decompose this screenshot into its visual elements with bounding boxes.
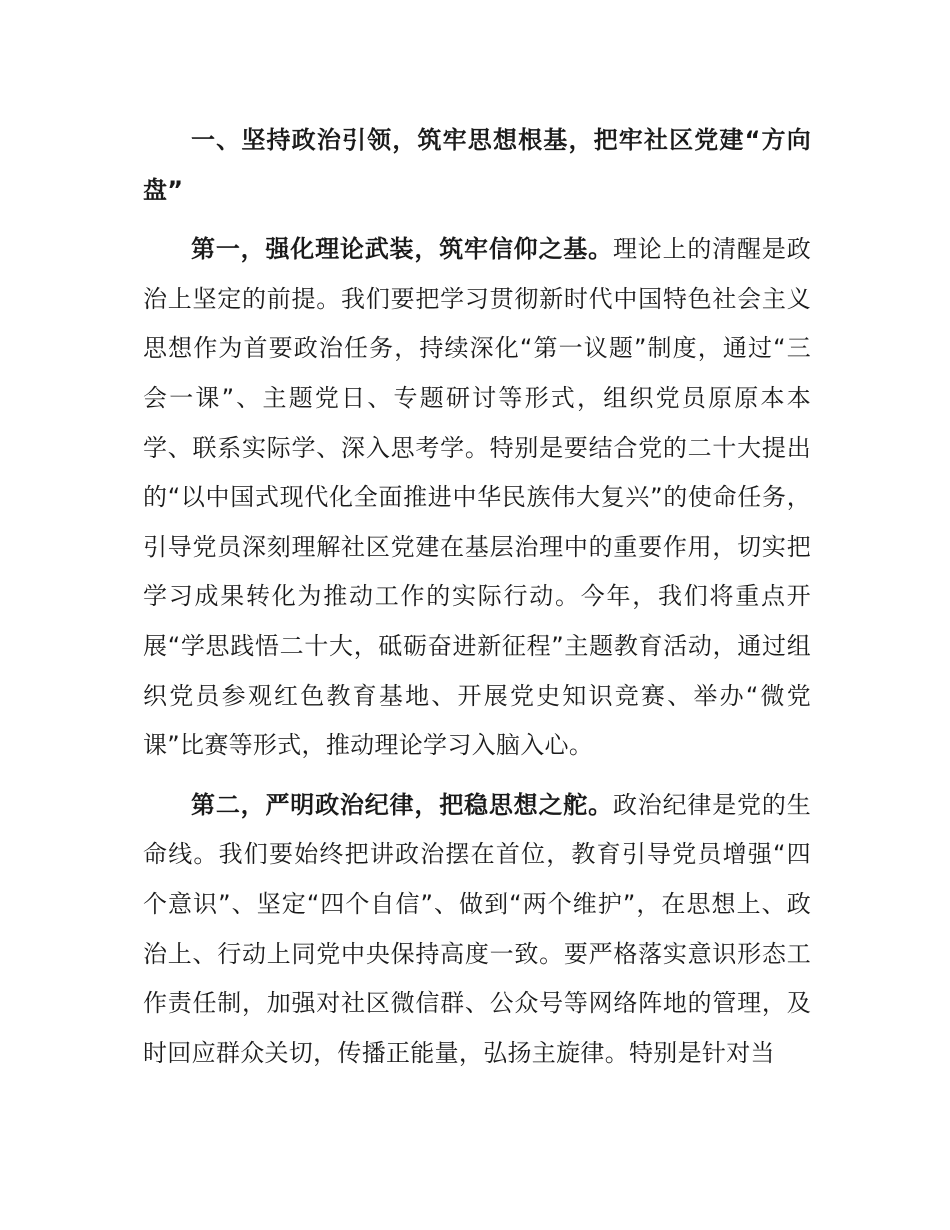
section-heading: 一、坚持政治引领，筑牢思想根基，把牢社区党建“方向盘” <box>143 126 811 204</box>
paragraph-2 <box>143 781 811 1079</box>
document-body <box>143 116 811 1088</box>
paragraph-2-lead: 第二，严明政治纪律，把稳思想之舵。 <box>191 790 613 819</box>
paragraph-1-lead: 第一，强化理论武装，筑牢信仰之基。 <box>191 235 613 264</box>
paragraph-2-text: 政治纪律是党的生命线。我们要始终把讲政治摆在首位，教育引导党员增强“四个意识”、坚定“四个自信”、做到“两个维护”，在思想上、政治上、行动上同党中央保持高度一致。要严格落实意识形态工作责任制，加强对社区微信群、公众号等网络阵地的管理，及时回应群众关切，传播正能量，弘扬主旋律。特别是针对当 <box>143 790 811 1067</box>
paragraph-1 <box>143 225 811 771</box>
paragraph-1-text: 理论上的清醒是政治上坚定的前提。我们要把学习贯彻新时代中国特色社会主义思想作为首要政治任务，持续深化“第一议题”制度，通过“三会一课”、主题党日、专题研讨等形式，组织党员原原本本学、联系实际学、深入思考学。特别是要结合党的二十大提出的“以中国式现代化全面推进中华民族伟大复兴”的使命任务，引导党员深刻理解社区党建在基层治理中的重要作用，切实把学习成果转化为推动工作的实际行动。今年，我们将重点开展“学思践悟二十大，砥砺奋进新征程”主题教育活动，通过组织党员参观红色教育基地、开展党史知识竞赛、举办“微党课”比赛等形式，推动理论学习入脑入心。 <box>143 235 811 760</box>
